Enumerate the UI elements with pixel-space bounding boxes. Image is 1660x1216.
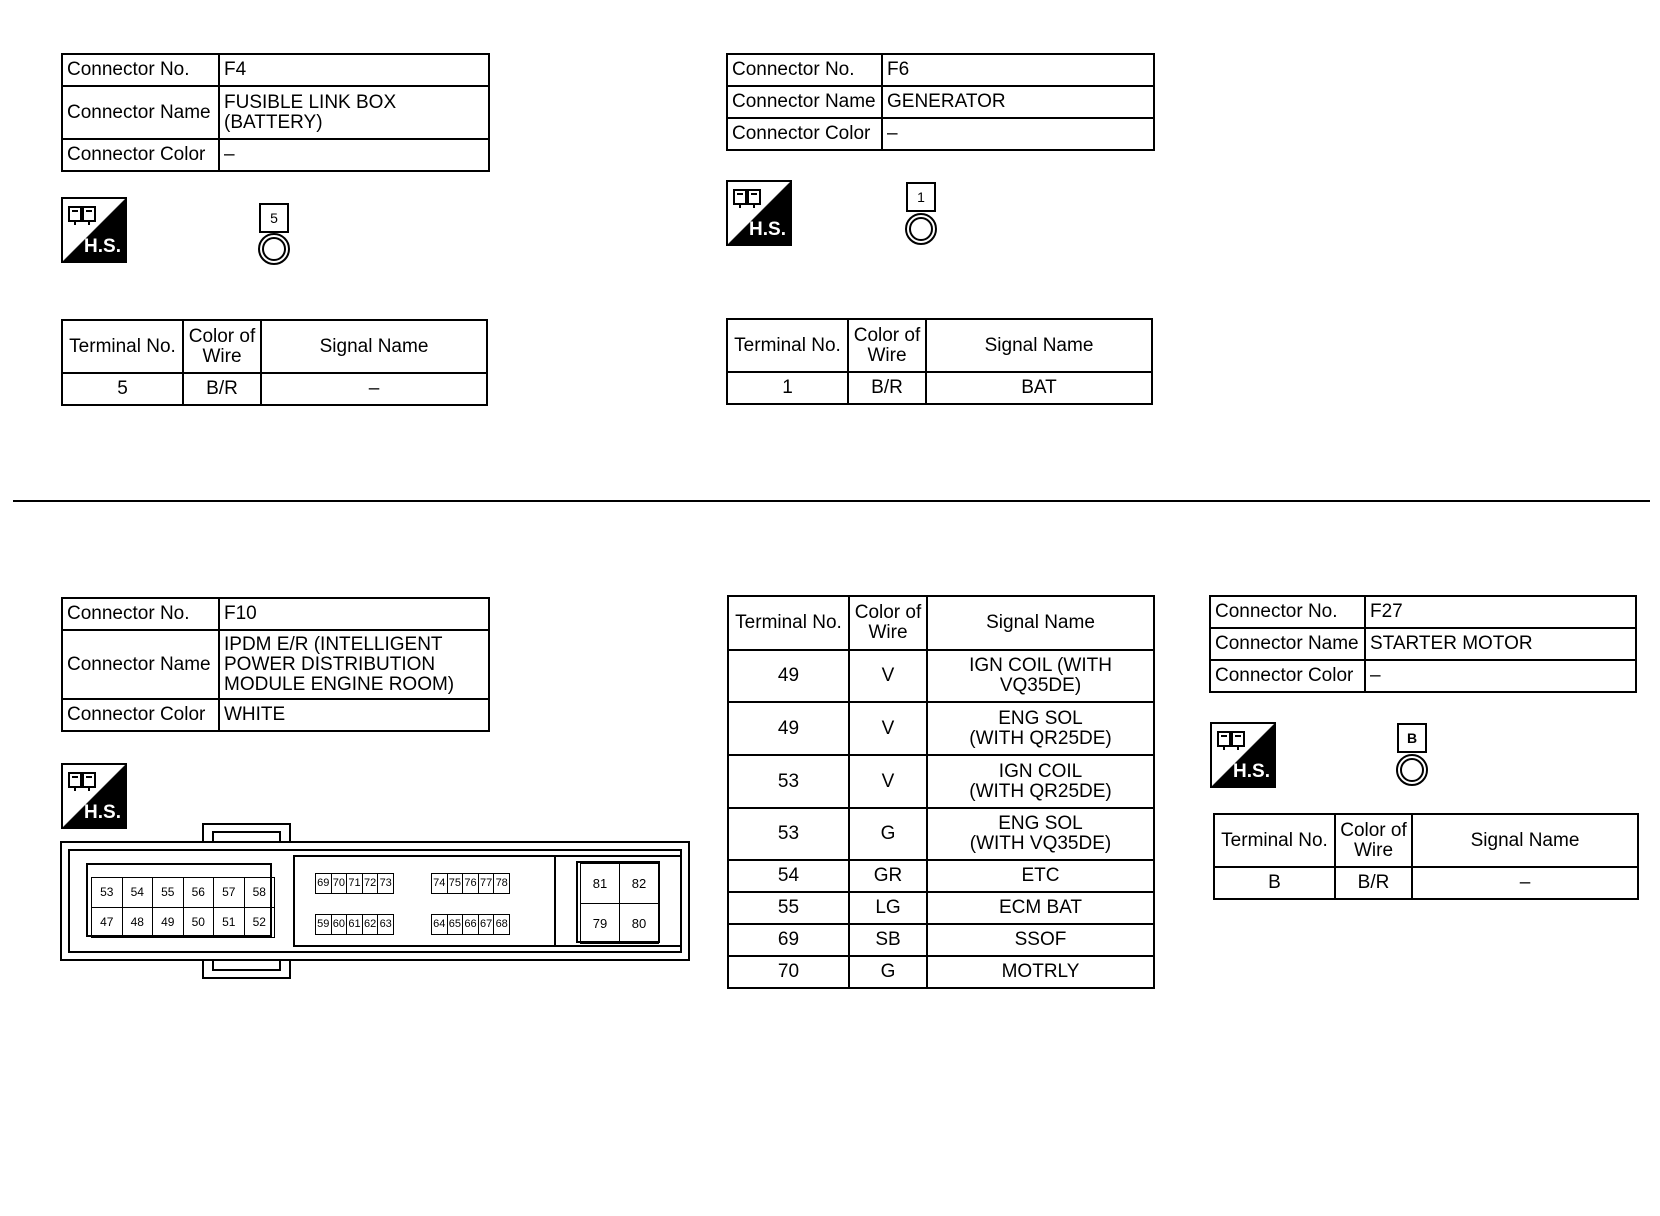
connector-pin: 73 (377, 873, 394, 894)
terminal-number-box: 5 (259, 203, 289, 233)
wire-color-cell: B/R (848, 372, 926, 404)
connector-pin: 60 (331, 914, 348, 935)
terminal-circle-icon (257, 232, 291, 266)
signal-cell: ENG SOL (WITH QR25DE) (927, 702, 1154, 755)
connector-name-label: Connector Name (62, 630, 219, 699)
table-row (728, 755, 1154, 808)
connector-no-value: F10 (219, 598, 489, 630)
f6-info-table (726, 53, 1155, 151)
connector-pin: 75 (447, 873, 464, 894)
connector-pin: 76 (462, 873, 479, 894)
hs-label: H.S. (1233, 761, 1270, 782)
harness-side-icon (61, 197, 127, 263)
header-signal-name: Signal Name (261, 320, 487, 373)
header-signal-name: Signal Name (1412, 814, 1638, 867)
connector-no-label: Connector No. (1210, 596, 1365, 628)
connector-pin: 78 (493, 873, 510, 894)
signal-cell: ETC (927, 860, 1154, 892)
connector-pin: 55 (152, 877, 184, 908)
f10-terminal-table (727, 595, 1155, 989)
f6-terminal-table (726, 318, 1153, 405)
connector-color-label: Connector Color (727, 118, 882, 150)
connector-pin: 71 (346, 873, 363, 894)
wire-color-cell: SB (849, 924, 927, 956)
connector-pin: 48 (122, 907, 154, 938)
table-row (728, 924, 1154, 956)
connector-name-value: GENERATOR (882, 86, 1154, 118)
terminal-cell: 55 (728, 892, 849, 924)
connector-pin: 50 (183, 907, 215, 938)
connector-pin: 68 (493, 914, 510, 935)
connector-pin: 64 (431, 914, 448, 935)
table-row (728, 650, 1154, 702)
wire-color-cell: GR (849, 860, 927, 892)
connector-pin: 52 (244, 907, 276, 938)
connector-pin: 51 (213, 907, 245, 938)
connector-pin: 49 (152, 907, 184, 938)
terminal-number-box: B (1397, 723, 1427, 753)
terminal-cell: 1 (727, 372, 848, 404)
header-signal-name: Signal Name (927, 596, 1154, 650)
table-row (728, 892, 1154, 924)
connector-pin: 65 (447, 914, 464, 935)
connector-pin: 56 (183, 877, 215, 908)
connector-plug-icon (68, 204, 96, 226)
wire-color-cell: B/R (1335, 867, 1412, 899)
table-row (728, 956, 1154, 988)
connector-pin: 57 (213, 877, 245, 908)
connector-plug-icon (1217, 729, 1245, 751)
wire-color-cell: V (849, 702, 927, 755)
connector-pin: 70 (331, 873, 348, 894)
connector-no-value: F6 (882, 54, 1154, 86)
table-row (727, 372, 1152, 404)
connector-name-label: Connector Name (1210, 628, 1365, 660)
terminal-cell: 53 (728, 808, 849, 860)
connector-color-label: Connector Color (62, 139, 219, 171)
hs-label: H.S. (749, 219, 786, 240)
harness-side-icon (726, 180, 792, 246)
connector-pin: 69 (315, 873, 332, 894)
connector-pin: 67 (478, 914, 495, 935)
connector-color-value: – (882, 118, 1154, 150)
header-terminal-no: Terminal No. (1214, 814, 1335, 867)
signal-cell: MOTRLY (927, 956, 1154, 988)
signal-cell: IGN COIL (WITH VQ35DE) (927, 650, 1154, 702)
signal-cell: – (261, 373, 487, 405)
connector-no-label: Connector No. (727, 54, 882, 86)
header-terminal-no: Terminal No. (62, 320, 183, 373)
wire-color-cell: V (849, 650, 927, 702)
terminal-cell: 54 (728, 860, 849, 892)
wire-color-cell: B/R (183, 373, 261, 405)
connector-no-value: F27 (1365, 596, 1636, 628)
f10-info-table (61, 597, 490, 732)
header-color-of-wire: Color of Wire (848, 319, 926, 372)
signal-cell: – (1412, 867, 1638, 899)
connector-pin: 54 (122, 877, 154, 908)
connector-name-value: FUSIBLE LINK BOX (BATTERY) (219, 86, 489, 139)
wire-color-cell: G (849, 956, 927, 988)
signal-cell: IGN COIL (WITH QR25DE) (927, 755, 1154, 808)
harness-side-icon (1210, 722, 1276, 788)
header-terminal-no: Terminal No. (727, 319, 848, 372)
wire-color-cell: G (849, 808, 927, 860)
terminal-cell: 70 (728, 956, 849, 988)
connector-color-label: Connector Color (62, 699, 219, 731)
connector-pin: 74 (431, 873, 448, 894)
connector-pin: 63 (377, 914, 394, 935)
connector-color-value: – (1365, 660, 1636, 692)
connector-pin: 79 (580, 903, 620, 944)
connector-name-value: IPDM E/R (INTELLIGENT POWER DISTRIBUTION MODULE ENGINE ROOM) (219, 630, 489, 699)
connector-pin: 61 (346, 914, 363, 935)
terminal-circle-icon (904, 212, 938, 246)
connector-no-label: Connector No. (62, 598, 219, 630)
connector-name-label: Connector Name (62, 86, 219, 139)
terminal-cell: B (1214, 867, 1335, 899)
f27-info-table (1209, 595, 1637, 693)
table-row (728, 860, 1154, 892)
terminal-cell: 49 (728, 650, 849, 702)
header-signal-name: Signal Name (926, 319, 1152, 372)
connector-color-value: WHITE (219, 699, 489, 731)
signal-cell: ECM BAT (927, 892, 1154, 924)
connector-plug-icon (733, 187, 761, 209)
terminal-cell: 69 (728, 924, 849, 956)
connector-no-label: Connector No. (62, 54, 219, 86)
connector-pin: 62 (362, 914, 379, 935)
terminal-cell: 49 (728, 702, 849, 755)
connector-pin: 59 (315, 914, 332, 935)
table-row (1214, 867, 1638, 899)
connector-pin: 53 (91, 877, 123, 908)
hs-label: H.S. (84, 236, 121, 257)
signal-cell: SSOF (927, 924, 1154, 956)
connector-no-value: F4 (219, 54, 489, 86)
terminal-cell: 53 (728, 755, 849, 808)
header-color-of-wire: Color of Wire (1335, 814, 1412, 867)
connector-pin: 80 (619, 903, 659, 944)
header-terminal-no: Terminal No. (728, 596, 849, 650)
hs-label: H.S. (84, 802, 121, 823)
section-divider (13, 500, 1650, 502)
wire-color-cell: V (849, 755, 927, 808)
connector-color-value: – (219, 139, 489, 171)
connector-pin: 82 (619, 863, 659, 904)
terminal-cell: 5 (62, 373, 183, 405)
connector-pin: 77 (478, 873, 495, 894)
terminal-number-box: 1 (906, 182, 936, 212)
connector-pin: 47 (91, 907, 123, 938)
table-row (728, 702, 1154, 755)
connector-pin: 66 (462, 914, 479, 935)
f27-terminal-table (1213, 813, 1639, 900)
connector-color-label: Connector Color (1210, 660, 1365, 692)
wire-color-cell: LG (849, 892, 927, 924)
connector-pin: 72 (362, 873, 379, 894)
terminal-circle-icon (1395, 753, 1429, 787)
connector-name-value: STARTER MOTOR (1365, 628, 1636, 660)
connector-pin: 81 (580, 863, 620, 904)
header-color-of-wire: Color of Wire (183, 320, 261, 373)
f4-terminal-table (61, 319, 488, 406)
connector-pin: 58 (244, 877, 276, 908)
connector-name-label: Connector Name (727, 86, 882, 118)
table-row (62, 373, 487, 405)
signal-cell: BAT (926, 372, 1152, 404)
connector-plug-icon (68, 770, 96, 792)
signal-cell: ENG SOL (WITH VQ35DE) (927, 808, 1154, 860)
table-row (728, 808, 1154, 860)
f4-info-table (61, 53, 490, 172)
header-color-of-wire: Color of Wire (849, 596, 927, 650)
